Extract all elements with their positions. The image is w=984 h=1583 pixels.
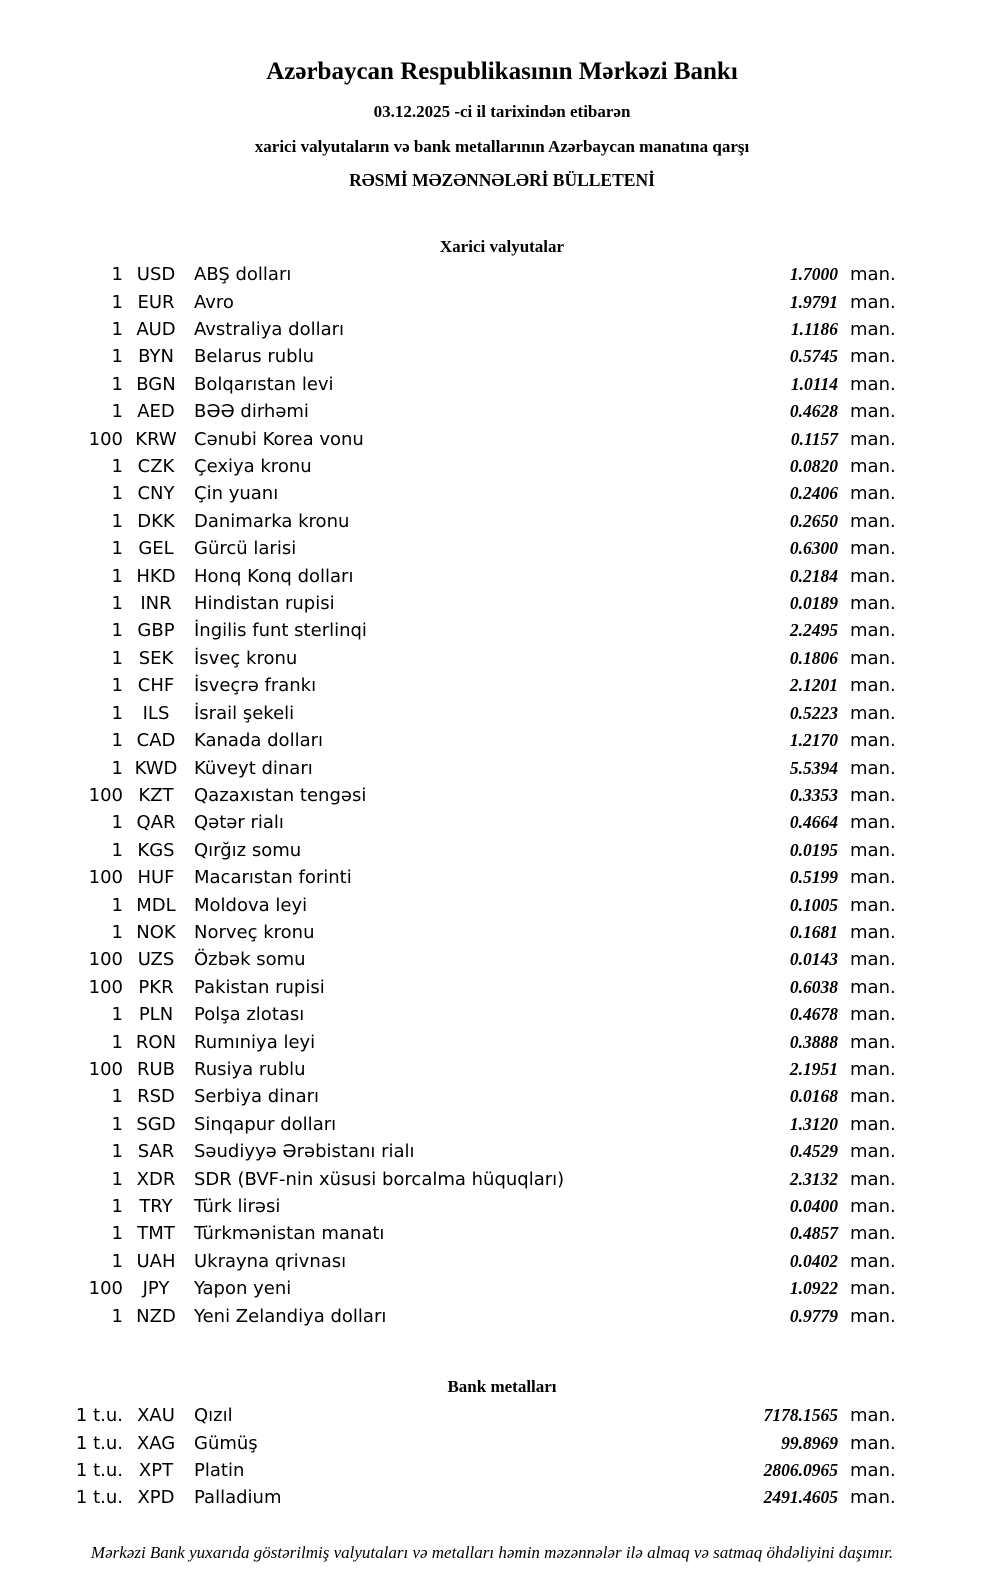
rate-row xyxy=(0,1001,900,1028)
rate-value-cell: 0.4529 xyxy=(789,1141,838,1162)
unit-cell: man. xyxy=(850,1168,896,1190)
currency-name-cell: Platin xyxy=(194,1460,245,1482)
quantity-cell: 100 xyxy=(88,949,123,971)
quantity-cell: 100 xyxy=(88,867,123,889)
rate-value-cell: 0.1157 xyxy=(790,428,838,449)
currency-name-cell: Avro xyxy=(194,291,234,313)
bank-name-title: Azərbaycan Respublikasının Mərkəzi Bankı xyxy=(266,58,738,85)
unit-cell: man. xyxy=(850,839,896,861)
quantity-cell: 1 xyxy=(111,483,123,505)
unit-cell: man. xyxy=(850,784,896,806)
currency-name-cell: Rumıniya leyi xyxy=(194,1031,316,1053)
rate-row xyxy=(0,535,900,562)
currency-name-cell: Yeni Zelandiya dolları xyxy=(194,1305,387,1327)
currency-name-cell: Kanada dolları xyxy=(194,730,324,752)
currency-name-cell: Honq Konq dolları xyxy=(194,565,354,587)
unit-cell: man. xyxy=(850,757,896,779)
rate-row xyxy=(0,700,900,727)
rate-row xyxy=(0,453,900,480)
rate-row xyxy=(0,1056,900,1083)
quantity-cell: 1 xyxy=(111,647,123,669)
quantity-cell: 1 xyxy=(111,1196,123,1218)
currency-code-cell: RSD xyxy=(137,1086,175,1108)
quantity-cell: 1 t.u. xyxy=(75,1432,123,1454)
rate-value-cell: 0.2406 xyxy=(789,483,838,504)
rate-value-cell: 2.1201 xyxy=(789,675,838,696)
metals-section-title: Bank metalları xyxy=(447,1377,557,1396)
currency-code-cell: AED xyxy=(137,401,175,423)
currency-code-cell: ILS xyxy=(142,702,170,724)
rate-value-cell: 0.1005 xyxy=(789,894,838,915)
quantity-cell: 1 xyxy=(111,1305,123,1327)
rate-value-cell: 2.3132 xyxy=(789,1168,838,1189)
rate-row xyxy=(0,837,900,864)
quantity-cell: 1 xyxy=(111,538,123,560)
unit-cell: man. xyxy=(850,647,896,669)
currency-name-cell: Yapon yeni xyxy=(194,1278,292,1300)
rate-row xyxy=(0,1111,900,1138)
rate-row xyxy=(0,727,900,754)
rate-row xyxy=(0,1275,900,1302)
rate-row xyxy=(0,782,900,809)
quantity-cell: 1 t.u. xyxy=(75,1405,123,1427)
currency-code-cell: GEL xyxy=(138,538,174,560)
currency-code-cell: SGD xyxy=(136,1113,176,1135)
rate-value-cell: 0.4678 xyxy=(789,1004,838,1025)
rate-row xyxy=(0,1248,900,1275)
rate-value-cell: 0.0820 xyxy=(789,456,838,477)
quantity-cell: 1 xyxy=(111,1086,123,1108)
quantity-cell: 1 xyxy=(111,565,123,587)
currency-name-cell: SDR (BVF-nin xüsusi borcalma hüquqları) xyxy=(194,1168,565,1190)
unit-cell: man. xyxy=(850,1405,896,1427)
unit-cell: man. xyxy=(850,1305,896,1327)
unit-cell: man. xyxy=(850,1432,896,1454)
effective-date-line: 03.12.2025 -ci il tarixindən etibarən xyxy=(373,102,631,121)
unit-cell: man. xyxy=(850,1004,896,1026)
unit-cell: man. xyxy=(850,291,896,313)
unit-cell: man. xyxy=(850,1058,896,1080)
quantity-cell: 1 xyxy=(111,1113,123,1135)
rate-value-cell: 0.1806 xyxy=(789,647,838,668)
currency-code-cell: UZS xyxy=(137,949,175,971)
unit-cell: man. xyxy=(850,675,896,697)
unit-cell: man. xyxy=(850,319,896,341)
rate-row xyxy=(0,261,900,288)
bulletin-title: RƏSMİ MƏZƏNNƏLƏRİ BÜLLETENİ xyxy=(349,170,655,190)
currency-name-cell: Belarus rublu xyxy=(194,346,315,368)
quantity-cell: 100 xyxy=(88,1058,123,1080)
currency-name-cell: Macarıstan forinti xyxy=(194,867,352,889)
currency-code-cell: SEK xyxy=(138,647,174,669)
rate-value-cell: 0.0143 xyxy=(789,949,838,970)
currency-code-cell: TRY xyxy=(139,1196,173,1218)
currency-code-cell: XDR xyxy=(136,1168,176,1190)
quantity-cell: 1 xyxy=(111,1141,123,1163)
currency-name-cell: Rusiya rublu xyxy=(194,1058,306,1080)
unit-cell: man. xyxy=(850,620,896,642)
quantity-cell: 1 xyxy=(111,1250,123,1272)
currency-name-cell: Bolqarıstan levi xyxy=(194,373,334,395)
quantity-cell: 1 xyxy=(111,346,123,368)
quantity-cell: 1 xyxy=(111,730,123,752)
rate-row xyxy=(0,672,900,699)
currency-name-cell: Gürcü larisi xyxy=(194,538,297,560)
currency-name-cell: Danimarka kronu xyxy=(194,510,350,532)
subtitle-line: xarici valyutaların və bank metallarının Azərbaycan manatına qarşı xyxy=(254,137,750,156)
rate-value-cell: 2.2495 xyxy=(789,620,838,641)
quantity-cell: 1 t.u. xyxy=(75,1487,123,1509)
quantity-cell: 1 t.u. xyxy=(75,1460,123,1482)
currency-code-cell: TMT xyxy=(137,1223,175,1245)
rate-value-cell: 1.7000 xyxy=(789,264,838,285)
currency-code-cell: UAH xyxy=(136,1250,176,1272)
rate-row xyxy=(0,617,900,644)
currency-name-cell: Serbiya dinarı xyxy=(194,1086,319,1108)
rate-value-cell: 1.3120 xyxy=(789,1113,838,1134)
unit-cell: man. xyxy=(850,867,896,889)
unit-cell: man. xyxy=(850,510,896,532)
quantity-cell: 1 xyxy=(111,456,123,478)
rate-row xyxy=(0,754,900,781)
currency-code-cell: BGN xyxy=(136,373,176,395)
rate-row xyxy=(0,974,900,1001)
rate-row xyxy=(0,1484,900,1511)
rate-value-cell: 0.6300 xyxy=(789,538,838,559)
rate-row xyxy=(0,425,900,452)
currency-name-cell: İsveç kronu xyxy=(194,647,298,669)
currency-code-cell: NOK xyxy=(136,921,176,943)
unit-cell: man. xyxy=(850,483,896,505)
quantity-cell: 1 xyxy=(111,894,123,916)
rate-row xyxy=(0,1220,900,1247)
currency-name-cell: Ukrayna qrivnası xyxy=(194,1250,347,1272)
quantity-cell: 1 xyxy=(111,702,123,724)
rate-value-cell: 0.6038 xyxy=(789,976,838,997)
currency-code-cell: CHF xyxy=(137,675,175,697)
currency-code-cell: RON xyxy=(135,1031,177,1053)
rate-value-cell: 2806.0965 xyxy=(763,1460,838,1481)
rate-value-cell: 1.1186 xyxy=(790,319,838,340)
quantity-cell: 1 xyxy=(111,373,123,395)
quantity-cell: 1 xyxy=(111,264,123,286)
currency-code-cell: RUB xyxy=(136,1058,176,1080)
rate-value-cell: 5.5394 xyxy=(789,757,838,778)
currency-name-cell: Çin yuanı xyxy=(194,483,279,505)
rate-value-cell: 0.3353 xyxy=(789,784,838,805)
currency-name-cell: İngilis funt sterlinqi xyxy=(194,620,367,642)
currency-code-cell: AUD xyxy=(136,319,176,341)
quantity-cell: 1 xyxy=(111,620,123,642)
rate-row xyxy=(0,316,900,343)
quantity-cell: 1 xyxy=(111,675,123,697)
unit-cell: man. xyxy=(850,1113,896,1135)
currency-name-cell: Palladium xyxy=(194,1487,282,1509)
disclaimer-text: Mərkəzi Bank yuxarıda göstərilmiş valyutaları və metalları həmin məzənnələr ilə almaq və satmaq öhdəliyini daşımır. xyxy=(90,1543,894,1562)
rate-row xyxy=(0,1429,900,1456)
rate-value-cell: 0.5199 xyxy=(789,867,838,888)
rate-value-cell: 0.2650 xyxy=(789,510,838,531)
unit-cell: man. xyxy=(850,428,896,450)
unit-cell: man. xyxy=(850,730,896,752)
currency-name-cell: Sinqapur dolları xyxy=(194,1113,337,1135)
currency-name-cell: Türk lirəsi xyxy=(194,1196,281,1218)
rate-row xyxy=(0,946,900,973)
rate-value-cell: 0.1681 xyxy=(789,921,838,942)
unit-cell: man. xyxy=(850,1460,896,1482)
rate-value-cell: 0.9779 xyxy=(789,1305,838,1326)
currency-code-cell: CNY xyxy=(137,483,175,505)
rate-row xyxy=(0,343,900,370)
rate-value-cell: 1.0114 xyxy=(790,373,838,394)
rate-row xyxy=(0,508,900,535)
unit-cell: man. xyxy=(850,976,896,998)
unit-cell: man. xyxy=(850,565,896,587)
quantity-cell: 1 xyxy=(111,319,123,341)
currency-code-cell: KRW xyxy=(135,428,177,450)
unit-cell: man. xyxy=(850,264,896,286)
currency-code-cell: KWD xyxy=(134,757,178,779)
currency-name-cell: Çexiya kronu xyxy=(194,456,312,478)
currency-code-cell: SAR xyxy=(137,1141,175,1163)
currency-name-cell: ABŞ dolları xyxy=(194,264,292,286)
currency-code-cell: PKR xyxy=(138,976,174,998)
rate-row xyxy=(0,1028,900,1055)
metals-table xyxy=(0,1402,900,1512)
unit-cell: man. xyxy=(850,401,896,423)
rate-value-cell: 7178.1565 xyxy=(763,1405,838,1426)
quantity-cell: 1 xyxy=(111,921,123,943)
currency-name-cell: Norveç kronu xyxy=(194,921,315,943)
unit-cell: man. xyxy=(850,1487,896,1509)
rate-row xyxy=(0,371,900,398)
currency-code-cell: XAU xyxy=(137,1405,175,1427)
currency-code-cell: CZK xyxy=(137,456,175,478)
unit-cell: man. xyxy=(850,1031,896,1053)
quantity-cell: 1 xyxy=(111,1031,123,1053)
unit-cell: man. xyxy=(850,1278,896,1300)
rate-value-cell: 0.2184 xyxy=(789,565,838,586)
currency-name-cell: İsveçrə frankı xyxy=(194,675,317,697)
rate-value-cell: 1.2170 xyxy=(789,730,838,751)
quantity-cell: 1 xyxy=(111,812,123,834)
currency-name-cell: Avstraliya dolları xyxy=(194,319,345,341)
currency-name-cell: İsrail şekeli xyxy=(194,702,295,724)
rate-value-cell: 1.0922 xyxy=(789,1278,838,1299)
unit-cell: man. xyxy=(850,373,896,395)
quantity-cell: 1 xyxy=(111,1004,123,1026)
unit-cell: man. xyxy=(850,1223,896,1245)
rate-row xyxy=(0,1302,900,1329)
rate-row xyxy=(0,398,900,425)
currencies-section-title: Xarici valyutalar xyxy=(439,237,565,256)
currency-name-cell: Küveyt dinarı xyxy=(194,757,313,779)
rate-row xyxy=(0,891,900,918)
unit-cell: man. xyxy=(850,921,896,943)
rate-row xyxy=(0,1193,900,1220)
quantity-cell: 100 xyxy=(88,428,123,450)
currency-name-cell: Polşa zlotası xyxy=(194,1004,305,1026)
currency-code-cell: BYN xyxy=(138,346,174,368)
quantity-cell: 1 xyxy=(111,291,123,313)
unit-cell: man. xyxy=(850,1196,896,1218)
unit-cell: man. xyxy=(850,894,896,916)
currency-code-cell: QAR xyxy=(136,812,176,834)
currency-code-cell: EUR xyxy=(137,291,175,313)
rate-row xyxy=(0,1165,900,1192)
rate-row xyxy=(0,1402,900,1429)
rate-value-cell: 2491.4605 xyxy=(763,1487,838,1508)
currency-code-cell: USD xyxy=(136,264,176,286)
rate-value-cell: 0.0402 xyxy=(789,1250,838,1271)
currency-code-cell: CAD xyxy=(136,730,176,752)
rate-value-cell: 0.5223 xyxy=(789,702,838,723)
rate-value-cell: 0.4857 xyxy=(789,1223,838,1244)
currency-code-cell: INR xyxy=(140,593,172,615)
currency-code-cell: PLN xyxy=(138,1004,174,1026)
rate-value-cell: 0.0189 xyxy=(789,593,838,614)
quantity-cell: 1 xyxy=(111,510,123,532)
quantity-cell: 1 xyxy=(111,593,123,615)
currency-name-cell: Qızıl xyxy=(194,1405,233,1427)
currency-code-cell: MDL xyxy=(136,894,176,916)
currency-code-cell: XPT xyxy=(138,1460,174,1482)
unit-cell: man. xyxy=(850,812,896,834)
currency-name-cell: Pakistan rupisi xyxy=(194,976,325,998)
quantity-cell: 1 xyxy=(111,1223,123,1245)
currency-code-cell: HKD xyxy=(136,565,176,587)
currency-code-cell: XPD xyxy=(137,1487,175,1509)
currency-name-cell: Qazaxıstan tengəsi xyxy=(194,784,367,806)
currency-code-cell: XAG xyxy=(136,1432,176,1454)
currency-code-cell: KZT xyxy=(138,784,174,806)
currency-name-cell: Qırğız somu xyxy=(194,839,302,861)
currency-name-cell: Türkmənistan manatı xyxy=(194,1223,385,1245)
rate-value-cell: 2.1951 xyxy=(789,1058,838,1079)
unit-cell: man. xyxy=(850,456,896,478)
rate-row xyxy=(0,809,900,836)
quantity-cell: 1 xyxy=(111,401,123,423)
currency-name-cell: Moldova leyi xyxy=(194,894,308,916)
rate-row xyxy=(0,288,900,315)
quantity-cell: 100 xyxy=(88,976,123,998)
rate-value-cell: 0.3888 xyxy=(789,1031,838,1052)
rate-value-cell: 0.0168 xyxy=(789,1086,838,1107)
rate-row xyxy=(0,864,900,891)
unit-cell: man. xyxy=(850,538,896,560)
rate-value-cell: 0.4664 xyxy=(789,812,838,833)
currency-code-cell: JPY xyxy=(142,1278,170,1300)
currency-name-cell: Hindistan rupisi xyxy=(194,593,335,615)
quantity-cell: 100 xyxy=(88,1278,123,1300)
rate-row xyxy=(0,919,900,946)
quantity-cell: 1 xyxy=(111,757,123,779)
rate-row xyxy=(0,1138,900,1165)
currency-name-cell: Qətər rialı xyxy=(194,812,284,834)
currency-name-cell: Səudiyyə Ərəbistanı rialı xyxy=(194,1141,415,1163)
rate-row xyxy=(0,562,900,589)
quantity-cell: 1 xyxy=(111,839,123,861)
currency-name-cell: BƏƏ dirhəmi xyxy=(194,401,309,423)
rate-value-cell: 99.8969 xyxy=(781,1432,838,1453)
currency-name-cell: Cənubi Korea vonu xyxy=(194,428,364,450)
unit-cell: man. xyxy=(850,1250,896,1272)
currency-code-cell: HUF xyxy=(137,867,175,889)
currency-name-cell: Gümüş xyxy=(194,1432,258,1454)
unit-cell: man. xyxy=(850,949,896,971)
currency-name-cell: Özbək somu xyxy=(194,949,306,971)
currency-code-cell: KGS xyxy=(137,839,175,861)
unit-cell: man. xyxy=(850,702,896,724)
rate-row xyxy=(0,1457,900,1484)
currency-code-cell: GBP xyxy=(137,620,175,642)
unit-cell: man. xyxy=(850,1086,896,1108)
unit-cell: man. xyxy=(850,1141,896,1163)
rate-value-cell: 0.0400 xyxy=(789,1196,838,1217)
unit-cell: man. xyxy=(850,346,896,368)
rate-row xyxy=(0,480,900,507)
rate-row xyxy=(0,590,900,617)
currency-code-cell: DKK xyxy=(137,510,175,532)
currencies-table xyxy=(0,261,900,1330)
rate-row xyxy=(0,645,900,672)
quantity-cell: 1 xyxy=(111,1168,123,1190)
currency-code-cell: NZD xyxy=(136,1305,176,1327)
quantity-cell: 100 xyxy=(88,784,123,806)
rate-value-cell: 0.4628 xyxy=(789,401,838,422)
unit-cell: man. xyxy=(850,593,896,615)
rate-value-cell: 1.9791 xyxy=(789,291,838,312)
rate-value-cell: 0.0195 xyxy=(789,839,838,860)
rate-row xyxy=(0,1083,900,1110)
rate-value-cell: 0.5745 xyxy=(789,346,838,367)
